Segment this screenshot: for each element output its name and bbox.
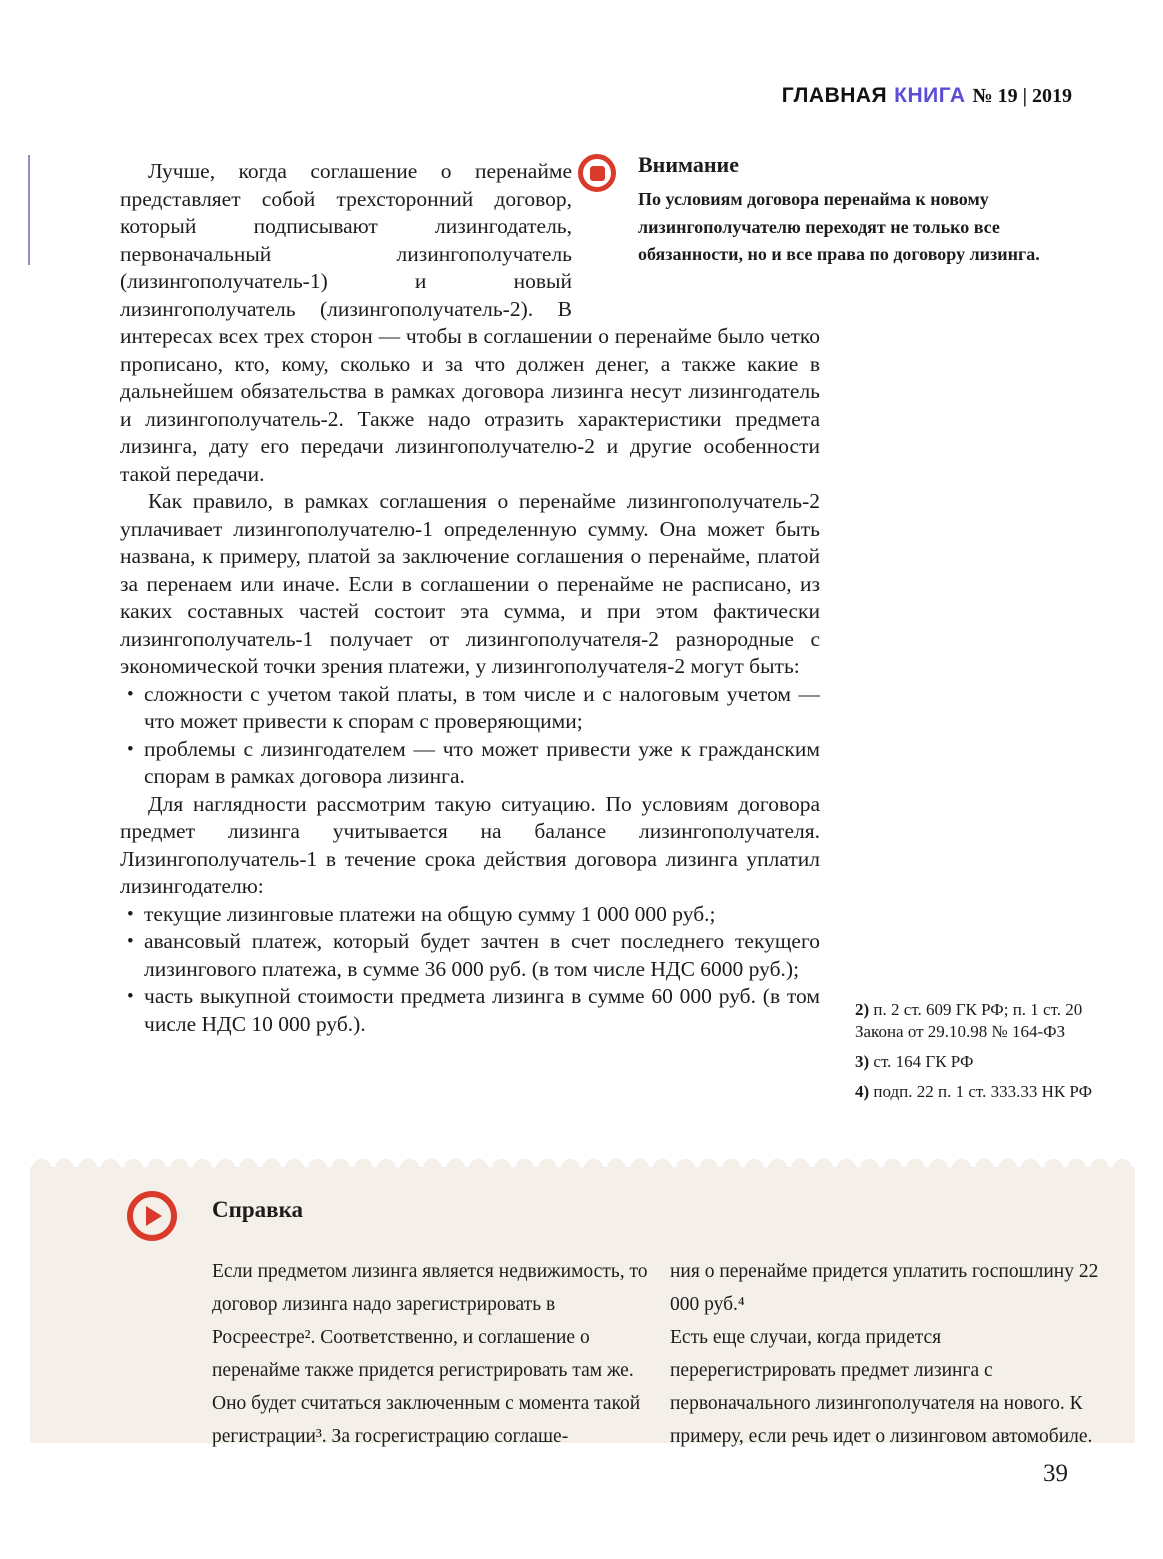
article-content <box>120 152 1100 1101</box>
reference-title: Справка <box>212 1197 303 1222</box>
footnote <box>855 1081 1110 1103</box>
attention-text: По условиям договора перенайма к новому лизингополучателю переходят не только все обязанности, но и все права по договору лизинга. <box>638 189 1040 264</box>
reference-column-left <box>212 1255 648 1453</box>
bullet-item: • часть выкупной стоимости предмета лизинга в сумме 60 000 руб. (в том числе НДС 10 000 руб.). <box>120 983 820 1038</box>
footnote-marker: 3) <box>855 1052 870 1071</box>
brand-name-part2: КНИГА <box>894 84 966 107</box>
bullet-item: • авансовый платеж, который будет зачтен в счет последнего текущего лизингового платежа, в сумме 36 000 руб. (в том числе НДС 6000 руб.); <box>120 928 820 983</box>
reference-text: Есть еще случаи, когда придется перерегистрировать предмет лизинга с первоначального лизингополучателя на нового. К примеру, если речь идет о лизинговом автомобиле. <box>670 1327 1093 1447</box>
paragraph: Лучше, когда соглашение о перенайме представляет собой трехсторонний договор, который подписывают лизингодатель, первоначальный лизингополучатель (лизингополучатель-1) и новый лизингополучатель (лизингополучатель-2). В интересах всех трех сторон — чтобы в соглашении о перенайме было четко прописано, кто, кому, сколько и за что должен денег, а также какие в дальнейшем обязательства в рамках договора лизинга несут лизингодатель и лизингополучатель-2. Также надо отразить характеристики предмета лизинга, дату его передачи лизингополучателю-2 и другие особенности такой передачи. <box>120 159 820 486</box>
main-text-column <box>120 158 820 1038</box>
brand-name-part1: ГЛАВНАЯ <box>781 84 888 107</box>
bullet-item: • сложности с учетом такой платы, в том числе и с налоговым учетом — что может привести к спорам с проверяющими; <box>120 681 820 736</box>
footnote-text: п. 2 ст. 609 ГК РФ; п. 1 ст. 20 Закона от 29.10.98 № 164-ФЗ <box>855 1000 1083 1041</box>
reference-text: Если предметом лизинга является недвижимость, то договор лизинга надо зарегистрировать в Росреестре². Соответственно, и соглашение о перенайме также придется регистрировать там же. Оно будет считаться заключенным с момента такой регистрации³. За госрегистрацию соглаше- <box>212 1261 648 1447</box>
paragraph: Как правило, в рамках соглашения о перенайме лизингополучатель-2 уплачивает лизингополучателю-1 определенную сумму. Она может быть названа, к примеру, платой за заключение соглашения о перенайме, платой за перенаем или иначе. Если в соглашении о перенайме не расписано, из каких составных частей состоит эта сумма, и при этом фактически лизингополучатель-1 получает от лизингополучателя-2 разнородные с экономической точки зрения платежи, у лизингополучателя-2 могут быть: <box>120 489 820 678</box>
page-number: 39 <box>1043 1460 1068 1487</box>
issue-number: № 19 | 2019 <box>972 85 1072 107</box>
footnote-marker: 2) <box>855 1000 870 1019</box>
reference-columns <box>212 1255 1107 1453</box>
reference-column-right <box>670 1255 1106 1453</box>
paragraph: Для наглядности рассмотрим такую ситуацию. По условиям договора предмет лизинга учитывается на балансе лизингополучателя. Лизингополучатель-1 в течение срока действия договора лизинга уплатил лизингодателю: <box>120 791 820 898</box>
bullet-item: • текущие лизинговые платежи на общую сумму 1 000 000 руб.; <box>120 901 820 929</box>
attention-callout <box>578 152 1040 269</box>
page-header <box>782 84 1072 108</box>
footnote-text: ст. 164 ГК РФ <box>873 1052 974 1071</box>
footnote-marker: 4) <box>855 1082 870 1101</box>
reference-panel <box>30 1167 1135 1447</box>
reference-text: ния о перенайме придется уплатить госпошлину 22 000 руб.⁴ <box>670 1261 1099 1315</box>
stop-circle-icon <box>578 154 616 192</box>
bullet-item: • проблемы с лизингодателем — что может привести уже к гражданским спорам в рамках договора лизинга. <box>120 736 820 791</box>
footnote <box>855 999 1110 1043</box>
attention-body <box>638 152 1040 269</box>
margin-rule-divider <box>28 155 30 265</box>
margin-footnotes <box>855 999 1110 1111</box>
play-circle-icon <box>127 1191 177 1241</box>
footnote-text: подп. 22 п. 1 ст. 333.33 НК РФ <box>873 1082 1093 1101</box>
footnote <box>855 1051 1110 1073</box>
bullet-list <box>120 681 820 791</box>
bullet-list <box>120 901 820 1039</box>
attention-title: Внимание <box>638 152 739 177</box>
